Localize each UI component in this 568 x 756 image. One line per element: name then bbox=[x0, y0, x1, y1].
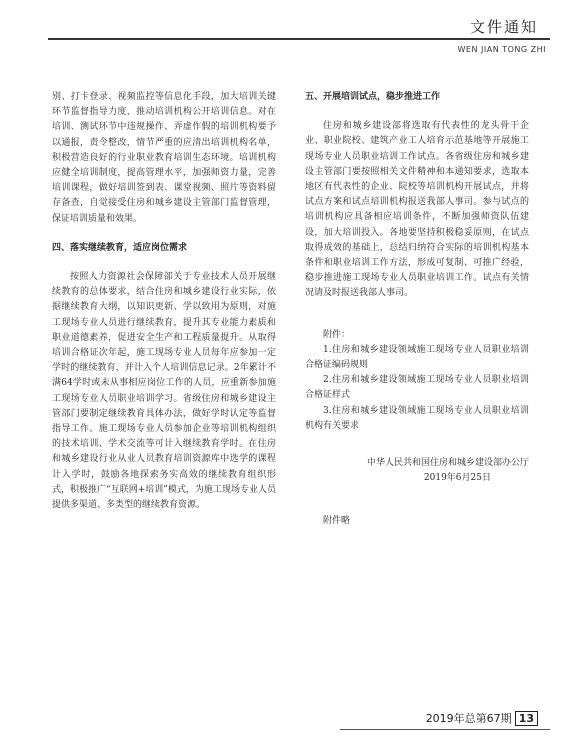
page-footer bbox=[426, 710, 538, 726]
issue-date: 2019年6月25日 bbox=[423, 473, 491, 484]
right-column bbox=[305, 90, 529, 530]
header-title: 文件通知 bbox=[469, 18, 538, 36]
page-number: 13 bbox=[515, 711, 538, 726]
attachment-item: 1.住房和城乡建设领域施工现场专业人员职业培训合格证编码规则 bbox=[305, 344, 529, 371]
attachment-item: 3.住房和城乡建设领域施工现场专业人员职业培训机构有关要求 bbox=[305, 405, 529, 431]
section-4-body: 按照人力资源社会保障部关于专业技术人员开展继续教育的总体要求，结合住房和城乡建设行业实际，依据继续教育大纲，以知识更新、学以致用为原则，对施工现场专业人员进行继续教育，提升其专业能力素质和职业道德素养，促进安全生产和工程质量提升。从取得培训合格证次年起，施工现场专业人员每年应参加一定学时的继续教育，并计入个人培训信息记录。2年累计不满64学时或未从事相应岗位工作的人员，应重新参加施工现场专业人员职业培训学习。省级住房和城乡建设主管部门要制定继续教育具体办法，做好学时认定等监督指导工作。施工现场专业人员参加企业等培训机构组织的技术培训、学术交流等可计入继续教育学时。在住房和城乡建设行业从业人员教育培训资源库中选学的课程计入学时，鼓励各地探索务实高效的继续教育组织形式，积极推广“互联网+培训”模式，为施工现场专业人员提供多渠道、多类型的继续教育资源。 bbox=[52, 272, 276, 511]
issue-label: 2019年总第67期 bbox=[425, 712, 512, 725]
attachments-title: 附件： bbox=[323, 329, 351, 340]
attachment-item: 2.住房和城乡建设领域施工现场专业人员职业培训合格证样式 bbox=[305, 375, 529, 401]
left-column bbox=[52, 90, 276, 513]
section-4-heading: 四、落实继续教育，适应岗位需求 bbox=[52, 242, 188, 253]
continued-paragraph: 别、打卡登录、视频监控等信息化手段，加大培训关键环节监督指导力度，推动培训机构公开培训信息。对在培训、测试环节中违规操作、弄虚作假的培训机构要予以通报，责令整改，情节严重的应清出培训机构名单，积极营造良好的行业职业教育培训生态环境。培训机构应健全培训制度，提高管理水平，加强师资力量，完善培训课程，做好培训签到表、课堂视频、照片等资料留存备查，自觉接受住房和城乡建设主管部门监督管理，保证培训质量和效果。 bbox=[52, 92, 276, 224]
appendix-note: 附件略 bbox=[323, 516, 351, 527]
section-5-body: 住房和城乡建设部将选取有代表性的龙头骨干企业、职业院校、建筑产业工人培育示范基地等开展施工现场专业人员职业培训工作试点。各省级住房和城乡建设主管部门要按照相关文件精神和本通知要求，选取本地区有代表性的企业、院校等培训机构开展试点，并将试点方案和试点培训机构报送我部人事司。参与试点的培训机构应具备相应培训条件，不断加强师资队伍建设，加大培训投入。各地要坚持积极稳妥原则，在试点取得成效的基础上，总结归纳符合实际的培训机构基本条件和职业培训工作方法，形成可复制、可推广经验，稳步推进施工现场专业人员职业培训工作。试点有关情况请及时报送我部人事司。 bbox=[305, 121, 529, 299]
issuer-signature: 中华人民共和国住房和城乡建设部办公厅 bbox=[366, 458, 529, 469]
header-divider bbox=[48, 38, 550, 40]
header-subtitle: WEN JIAN TONG ZHI bbox=[457, 45, 546, 54]
footer-divider bbox=[340, 729, 550, 730]
section-5-heading: 五、开展培训试点，稳步推进工作 bbox=[305, 92, 441, 102]
